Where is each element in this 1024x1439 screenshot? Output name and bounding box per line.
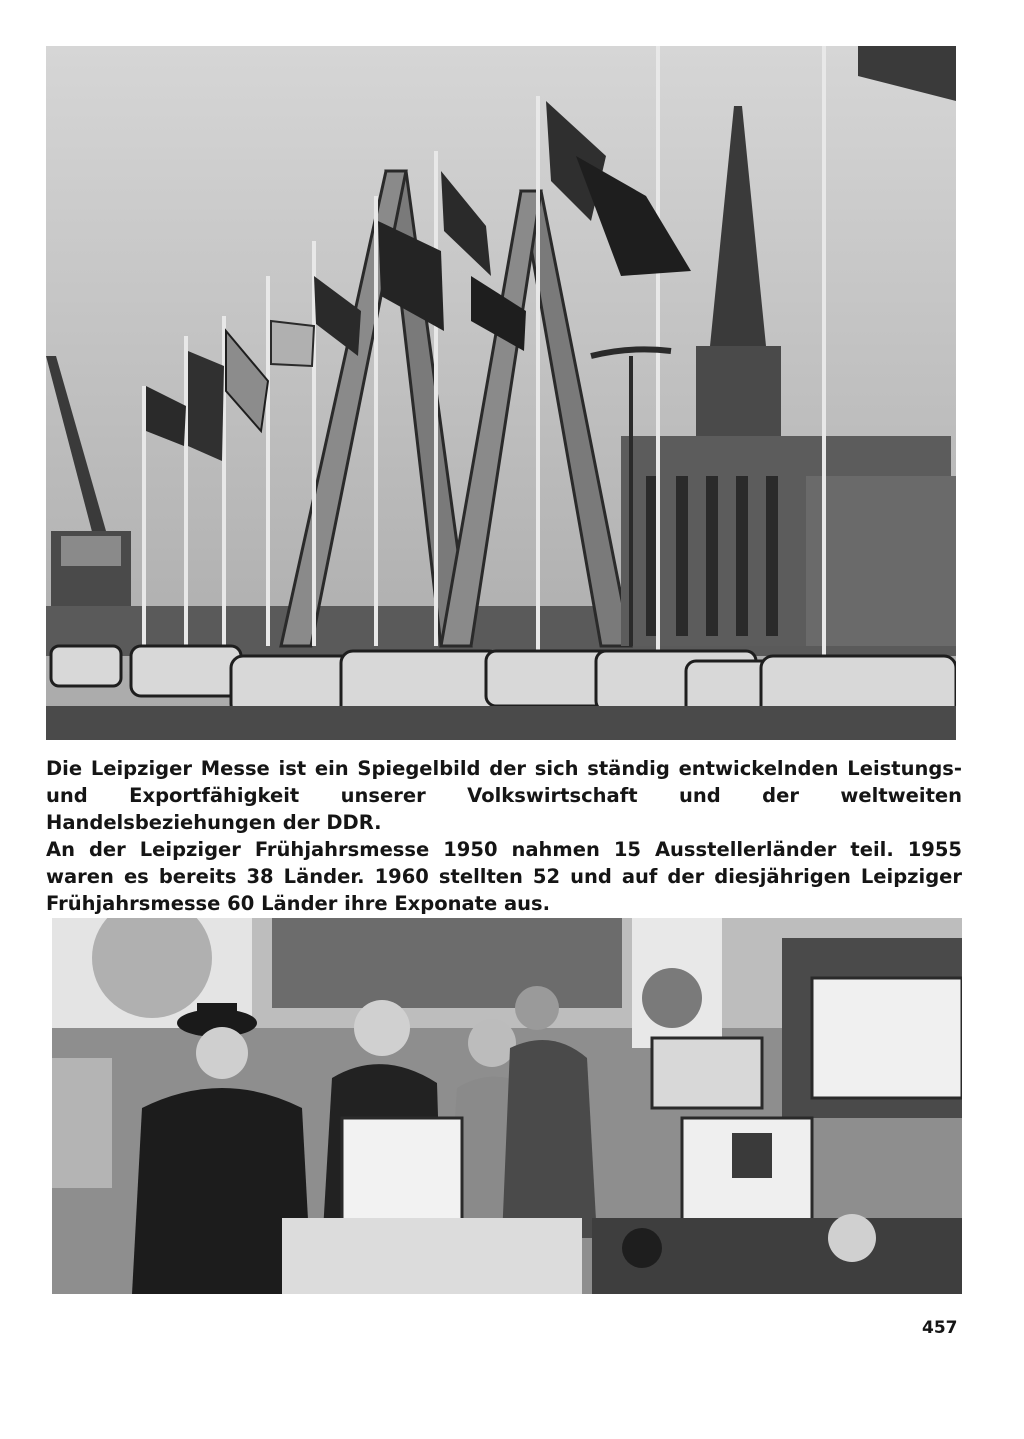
caption: [46, 755, 962, 917]
page-number: 457: [922, 1318, 958, 1338]
photo-fair-grounds-illustration: [46, 46, 956, 740]
caption-paragraph-1: Die Leipziger Messe ist ein Spiegelbild der sich ständig entwickelnden Leistungs- und Exportfähigkeit unserer Volkswirtschaft und der weltweiten Handelsbeziehungen der DDR.: [46, 757, 962, 834]
photo-leipzig-fair-grounds: [46, 46, 956, 740]
photo-exhibition-illustration: [52, 918, 962, 1294]
photo-exhibition-hall-visitors: [52, 918, 962, 1294]
caption-paragraph-2: An der Leipziger Frühjahrsmesse 1950 nahmen 15 Ausstellerländer teil. 1955 waren es bereits 38 Länder. 1960 stellten 52 und auf der diesjährigen Leipziger Frühjahrsmesse 60 Länder ihre Exponate aus.: [46, 838, 962, 915]
